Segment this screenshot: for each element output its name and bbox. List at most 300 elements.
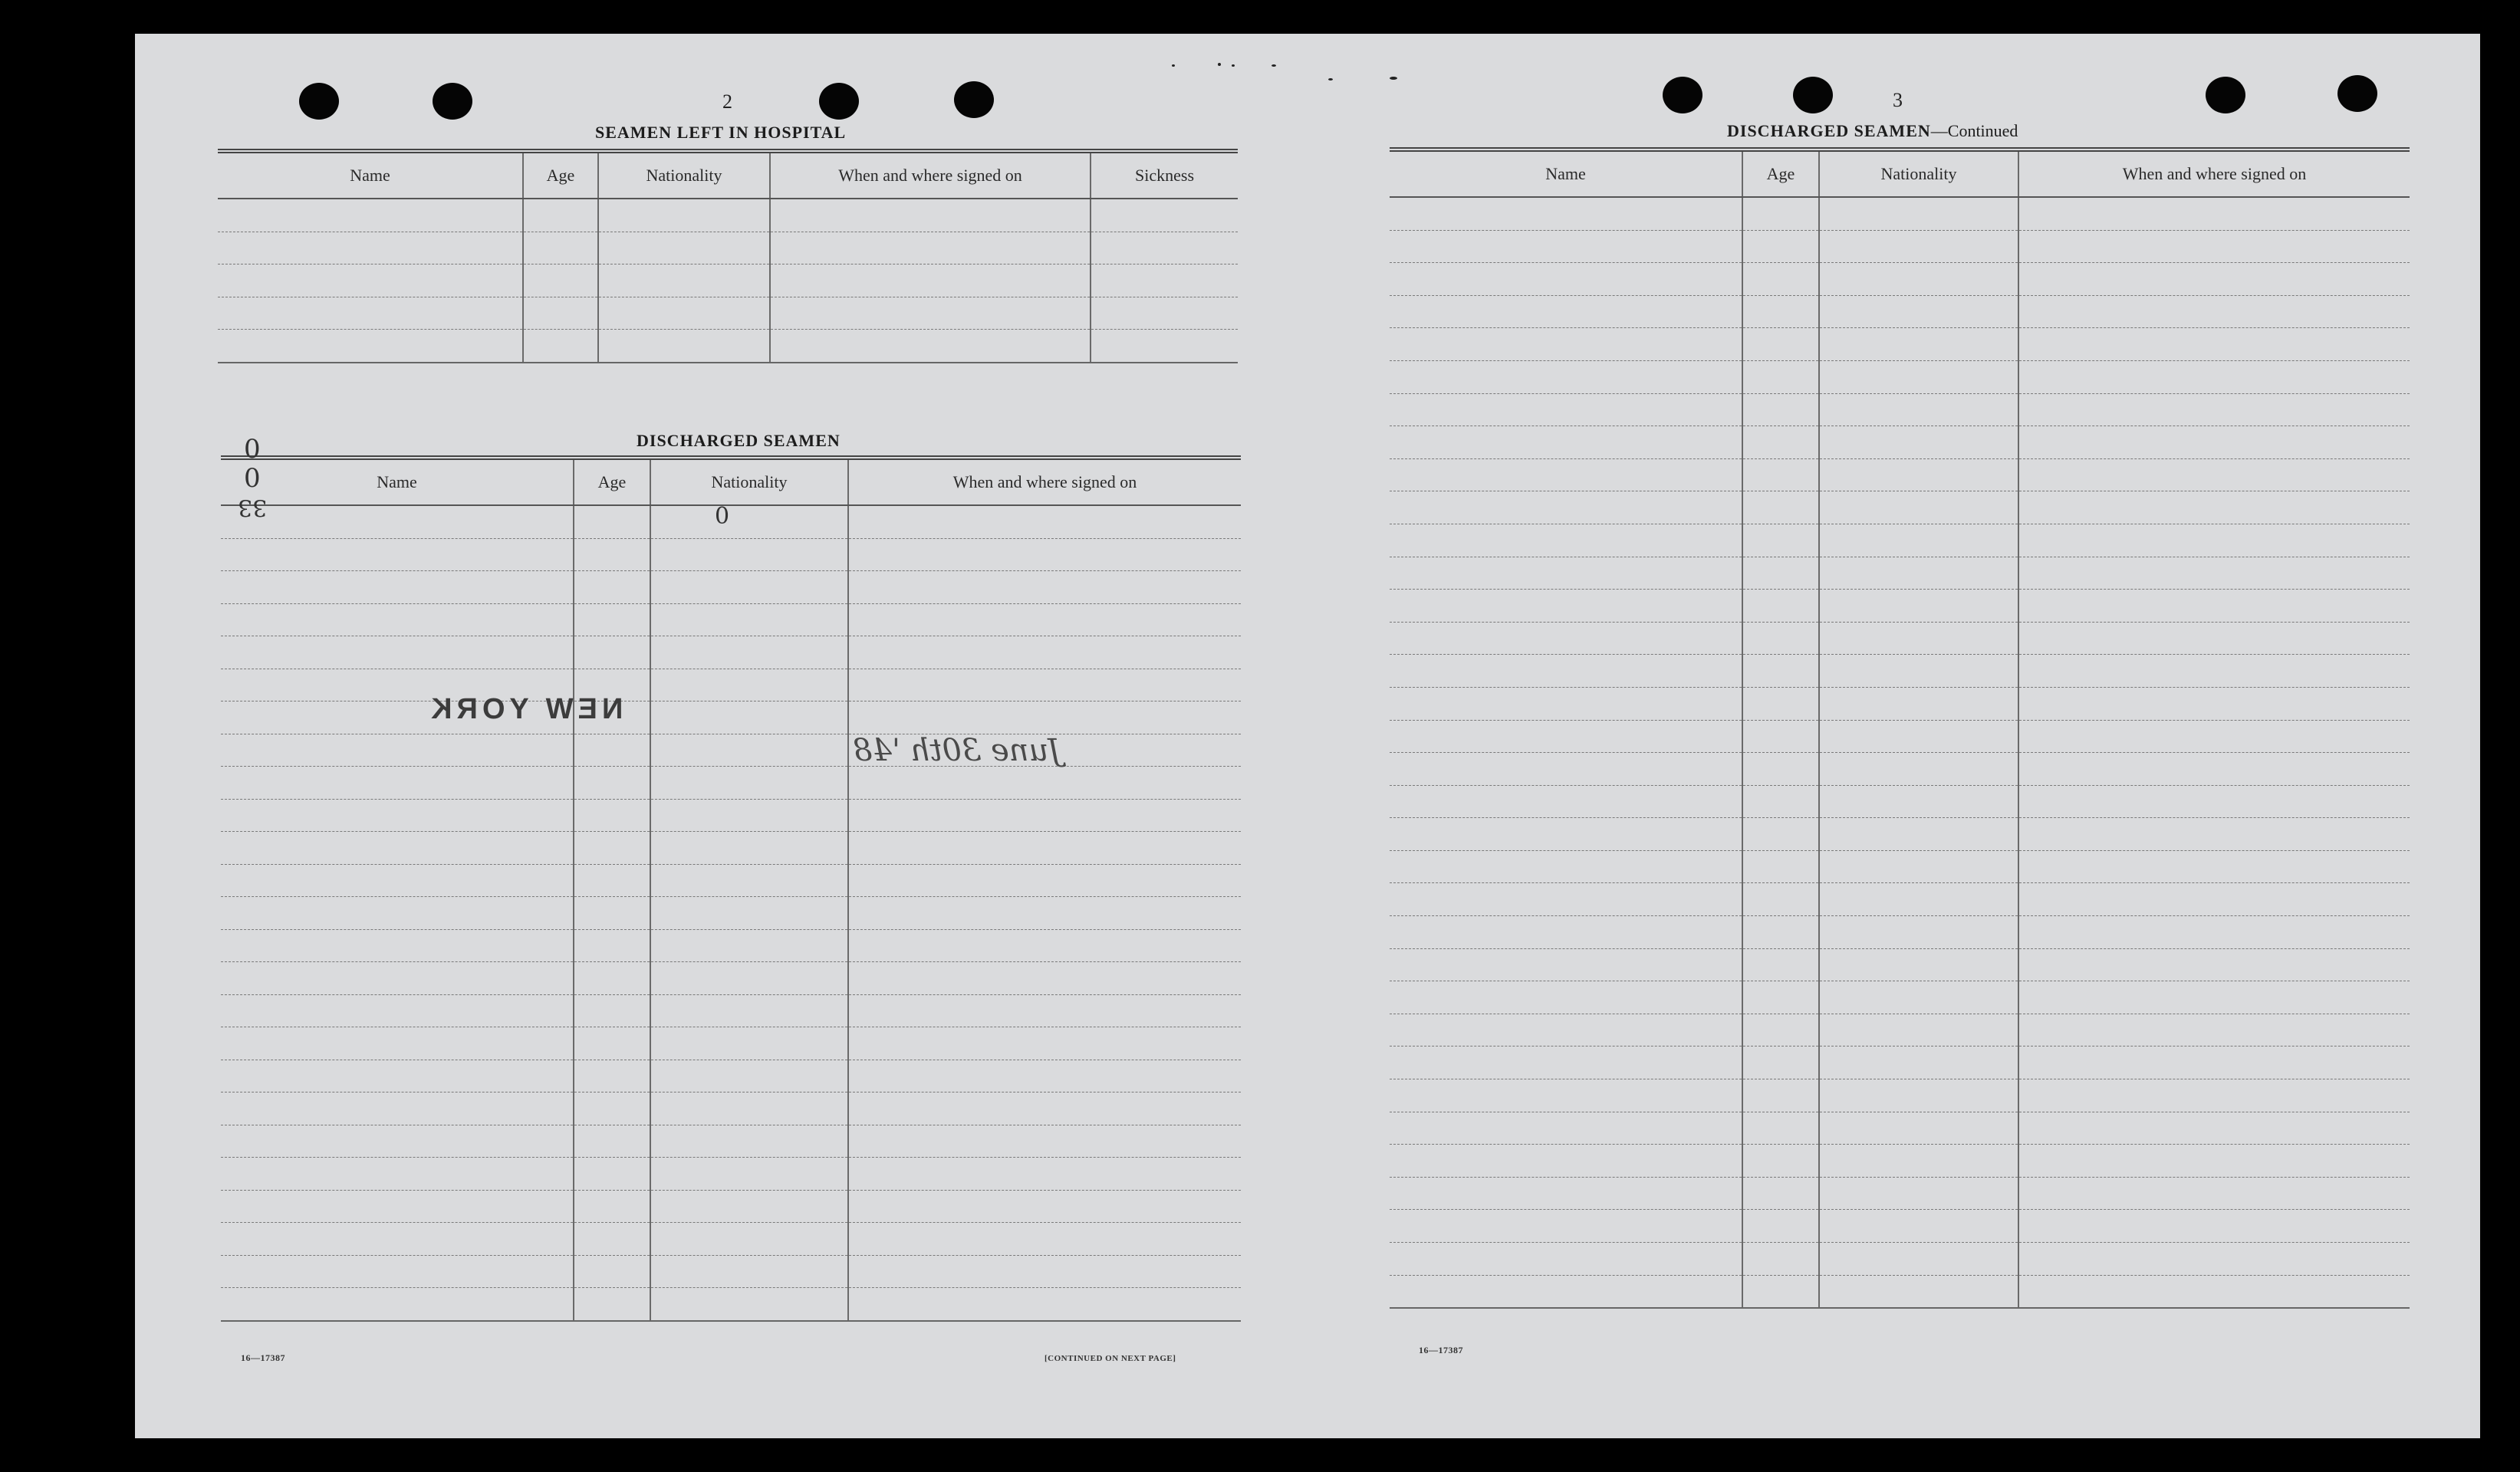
table-cell[interactable]	[2018, 328, 2410, 361]
table-cell[interactable]	[221, 538, 574, 571]
table-cell[interactable]	[218, 232, 523, 264]
table-cell[interactable]	[221, 799, 574, 832]
table-cell[interactable]	[1819, 360, 2018, 393]
table-cell[interactable]	[221, 767, 574, 800]
table-cell[interactable]	[221, 897, 574, 930]
table-cell[interactable]	[650, 603, 848, 636]
table-cell[interactable]	[848, 897, 1241, 930]
table-cell[interactable]	[1819, 916, 2018, 949]
table-cell[interactable]	[1742, 916, 1819, 949]
table-cell[interactable]	[221, 962, 574, 995]
table-cell[interactable]	[848, 505, 1241, 538]
table-cell[interactable]	[574, 799, 650, 832]
table-cell[interactable]	[848, 799, 1241, 832]
table-cell[interactable]	[1819, 263, 2018, 296]
table-cell[interactable]	[598, 297, 770, 330]
table-cell[interactable]	[1742, 687, 1819, 720]
column-header-age: Age	[523, 151, 598, 199]
table-cell[interactable]	[1742, 197, 1819, 230]
table-row	[1390, 981, 2410, 1014]
table-cell[interactable]	[218, 264, 523, 297]
table-cell[interactable]	[1742, 328, 1819, 361]
table-cell[interactable]	[650, 864, 848, 897]
table-cell[interactable]	[2018, 491, 2410, 524]
table-cell[interactable]	[221, 1092, 574, 1125]
table-cell[interactable]	[848, 929, 1241, 962]
table-cell[interactable]	[1390, 687, 1742, 720]
table-cell[interactable]	[650, 1060, 848, 1092]
table-row	[1390, 393, 2410, 426]
table-cell[interactable]	[574, 1158, 650, 1191]
table-cell[interactable]	[1742, 491, 1819, 524]
table-cell[interactable]	[1091, 297, 1238, 330]
table-row	[221, 1060, 1241, 1092]
table-cell[interactable]	[1742, 230, 1819, 263]
table-cell[interactable]	[2018, 360, 2410, 393]
table-cell[interactable]	[848, 994, 1241, 1027]
table-cell[interactable]	[574, 603, 650, 636]
table-cell[interactable]	[574, 538, 650, 571]
table-cell[interactable]	[1819, 883, 2018, 916]
discharged-table-header	[221, 458, 1241, 505]
table-cell[interactable]	[1742, 1177, 1819, 1210]
table-cell[interactable]	[2018, 687, 2410, 720]
table-row	[221, 1027, 1241, 1060]
table-row	[1390, 360, 2410, 393]
table-cell[interactable]	[1742, 1079, 1819, 1112]
table-cell[interactable]	[574, 1255, 650, 1288]
margin-mark: 0	[715, 503, 730, 530]
table-cell[interactable]	[650, 799, 848, 832]
table-cell[interactable]	[1819, 1014, 2018, 1046]
table-cell[interactable]	[848, 832, 1241, 865]
table-cell[interactable]	[221, 929, 574, 962]
table-cell[interactable]	[574, 767, 650, 800]
table-cell[interactable]	[1742, 818, 1819, 851]
table-row	[221, 538, 1241, 571]
table-cell[interactable]	[1819, 687, 2018, 720]
table-cell[interactable]	[2018, 230, 2410, 263]
table-cell[interactable]	[1819, 328, 2018, 361]
table-cell[interactable]	[1390, 720, 1742, 753]
table-cell[interactable]	[221, 1223, 574, 1256]
table-cell[interactable]	[2018, 1046, 2410, 1079]
table-cell[interactable]	[2018, 1177, 2410, 1210]
table-cell[interactable]	[848, 1158, 1241, 1191]
table-row	[221, 1092, 1241, 1125]
table-cell[interactable]	[1819, 720, 2018, 753]
table-cell[interactable]	[574, 636, 650, 669]
table-cell[interactable]	[1390, 655, 1742, 688]
table-cell[interactable]	[574, 1223, 650, 1256]
title-continued: —Continued	[1930, 121, 2018, 140]
table-cell[interactable]	[2018, 393, 2410, 426]
table-cell[interactable]	[598, 264, 770, 297]
table-cell[interactable]	[1390, 197, 1742, 230]
table-cell[interactable]	[770, 199, 1091, 232]
table-cell[interactable]	[1819, 230, 2018, 263]
table-cell[interactable]	[2018, 785, 2410, 818]
table-cell[interactable]	[574, 505, 650, 538]
table-cell[interactable]	[221, 1060, 574, 1092]
table-cell[interactable]	[848, 636, 1241, 669]
discharged-section-title: DISCHARGED SEAMEN	[637, 431, 841, 450]
table-cell[interactable]	[1742, 1210, 1819, 1243]
table-cell[interactable]	[1742, 1275, 1819, 1308]
table-cell[interactable]	[650, 702, 848, 734]
table-cell[interactable]	[1819, 1145, 2018, 1178]
table-cell[interactable]	[1819, 557, 2018, 590]
table-row	[221, 832, 1241, 865]
table-cell[interactable]	[2018, 197, 2410, 230]
table-cell[interactable]	[650, 767, 848, 800]
table-cell[interactable]	[650, 1190, 848, 1223]
table-cell[interactable]	[1819, 785, 2018, 818]
table-cell[interactable]	[2018, 1145, 2410, 1178]
discharged-continued-title	[1727, 121, 2018, 141]
table-cell[interactable]	[1819, 295, 2018, 328]
table-cell[interactable]	[650, 571, 848, 604]
table-cell[interactable]	[1390, 458, 1742, 491]
table-cell[interactable]	[1390, 491, 1742, 524]
table-cell[interactable]	[650, 994, 848, 1027]
table-cell[interactable]	[218, 297, 523, 330]
table-row	[1390, 1275, 2410, 1308]
table-cell[interactable]	[1819, 1243, 2018, 1276]
table-cell[interactable]	[770, 264, 1091, 297]
table-cell[interactable]	[650, 1125, 848, 1158]
table-cell[interactable]	[1819, 524, 2018, 557]
table-row	[1390, 1079, 2410, 1112]
table-cell[interactable]	[221, 864, 574, 897]
table-cell[interactable]	[1390, 1275, 1742, 1308]
table-cell[interactable]	[1091, 264, 1238, 297]
table-cell[interactable]	[1742, 622, 1819, 655]
table-cell[interactable]	[1819, 458, 2018, 491]
table-cell[interactable]	[650, 929, 848, 962]
table-cell[interactable]	[574, 1190, 650, 1223]
table-cell[interactable]	[2018, 263, 2410, 296]
table-cell[interactable]	[1819, 622, 2018, 655]
table-cell[interactable]	[1091, 330, 1238, 363]
table-cell[interactable]	[2018, 557, 2410, 590]
table-cell[interactable]	[1742, 1014, 1819, 1046]
table-cell[interactable]	[2018, 1079, 2410, 1112]
speck	[1172, 64, 1175, 67]
table-cell[interactable]	[2018, 948, 2410, 981]
table-cell[interactable]	[221, 636, 574, 669]
table-cell[interactable]	[2018, 590, 2410, 623]
table-cell[interactable]	[1742, 426, 1819, 459]
table-cell[interactable]	[2018, 883, 2410, 916]
table-cell[interactable]	[1819, 850, 2018, 883]
table-cell[interactable]	[1819, 1210, 2018, 1243]
table-cell[interactable]	[2018, 524, 2410, 557]
table-cell[interactable]	[2018, 295, 2410, 328]
table-cell[interactable]	[221, 571, 574, 604]
table-cell[interactable]	[574, 1060, 650, 1092]
table-cell[interactable]	[650, 669, 848, 702]
table-cell[interactable]	[650, 1255, 848, 1288]
table-cell[interactable]	[574, 571, 650, 604]
table-cell[interactable]	[2018, 850, 2410, 883]
table-cell[interactable]	[1390, 524, 1742, 557]
table-row	[1390, 655, 2410, 688]
table-cell[interactable]	[1742, 360, 1819, 393]
table-cell[interactable]	[848, 1255, 1241, 1288]
table-cell[interactable]	[1390, 1079, 1742, 1112]
table-cell[interactable]	[574, 734, 650, 767]
table-cell[interactable]	[221, 1125, 574, 1158]
table-cell[interactable]	[650, 1223, 848, 1256]
table-cell[interactable]	[523, 330, 598, 363]
table-cell[interactable]	[650, 897, 848, 930]
table-cell[interactable]	[848, 1223, 1241, 1256]
table-cell[interactable]	[523, 297, 598, 330]
table-cell[interactable]	[1390, 557, 1742, 590]
table-cell[interactable]	[1390, 883, 1742, 916]
table-cell[interactable]	[1390, 1014, 1742, 1046]
table-cell[interactable]	[2018, 720, 2410, 753]
table-cell[interactable]	[1390, 753, 1742, 786]
table-cell[interactable]	[2018, 655, 2410, 688]
table-cell[interactable]	[1819, 818, 2018, 851]
table-cell[interactable]	[1819, 1112, 2018, 1145]
table-row	[1390, 328, 2410, 361]
table-cell[interactable]	[650, 1158, 848, 1191]
column-header-signed-on: When and where signed on	[770, 151, 1091, 199]
table-cell[interactable]	[848, 767, 1241, 800]
table-cell[interactable]	[650, 538, 848, 571]
table-cell[interactable]	[2018, 1014, 2410, 1046]
table-cell[interactable]	[574, 1092, 650, 1125]
table-row	[1390, 850, 2410, 883]
table-cell[interactable]	[2018, 458, 2410, 491]
table-cell[interactable]	[1742, 785, 1819, 818]
table-cell[interactable]	[1742, 590, 1819, 623]
table-cell[interactable]	[2018, 1210, 2410, 1243]
table-cell[interactable]	[598, 232, 770, 264]
table-cell[interactable]	[1819, 491, 2018, 524]
table-cell[interactable]	[1819, 426, 2018, 459]
table-cell[interactable]	[1742, 720, 1819, 753]
table-cell[interactable]	[221, 1027, 574, 1060]
table-row	[1390, 785, 2410, 818]
table-cell[interactable]	[574, 994, 650, 1027]
table-cell[interactable]	[848, 1190, 1241, 1223]
table-cell[interactable]	[1390, 1210, 1742, 1243]
table-cell[interactable]	[1742, 393, 1819, 426]
table-cell[interactable]	[221, 603, 574, 636]
punch-hole	[2206, 77, 2245, 113]
table-cell[interactable]	[650, 832, 848, 865]
margin-mark: 0	[244, 434, 261, 465]
table-cell[interactable]	[574, 929, 650, 962]
table-cell[interactable]	[1819, 1046, 2018, 1079]
table-cell[interactable]	[1742, 753, 1819, 786]
table-cell[interactable]	[848, 1092, 1241, 1125]
table-cell[interactable]	[1390, 850, 1742, 883]
table-cell[interactable]	[2018, 1112, 2410, 1145]
table-row	[1390, 916, 2410, 949]
table-cell[interactable]	[1819, 590, 2018, 623]
table-row	[1390, 1145, 2410, 1178]
table-cell[interactable]	[1742, 1243, 1819, 1276]
table-cell[interactable]	[1819, 1079, 2018, 1112]
table-cell[interactable]	[2018, 622, 2410, 655]
table-cell[interactable]	[1390, 295, 1742, 328]
table-cell[interactable]	[1091, 232, 1238, 264]
table-cell[interactable]	[1390, 426, 1742, 459]
document-sheet	[135, 34, 2480, 1438]
table-cell[interactable]	[1742, 295, 1819, 328]
table-cell[interactable]	[574, 832, 650, 865]
table-cell[interactable]	[1819, 753, 2018, 786]
table-cell[interactable]	[1742, 1046, 1819, 1079]
table-row	[221, 1288, 1241, 1321]
table-cell[interactable]	[523, 232, 598, 264]
table-cell[interactable]	[523, 199, 598, 232]
table-cell[interactable]	[848, 669, 1241, 702]
column-header-age: Age	[1742, 150, 1819, 197]
table-cell[interactable]	[221, 832, 574, 865]
table-cell[interactable]	[2018, 981, 2410, 1014]
punch-hole	[954, 81, 994, 118]
table-cell[interactable]	[848, 1125, 1241, 1158]
table-cell[interactable]	[2018, 916, 2410, 949]
table-cell[interactable]	[1819, 393, 2018, 426]
table-cell[interactable]	[650, 734, 848, 767]
table-cell[interactable]	[221, 1158, 574, 1191]
table-row	[1390, 948, 2410, 981]
table-cell[interactable]	[1742, 850, 1819, 883]
table-cell[interactable]	[1742, 263, 1819, 296]
table-cell[interactable]	[1390, 230, 1742, 263]
table-cell[interactable]	[2018, 426, 2410, 459]
table-cell[interactable]	[1742, 1145, 1819, 1178]
table-cell[interactable]	[1390, 785, 1742, 818]
table-cell[interactable]	[848, 702, 1241, 734]
table-cell[interactable]	[770, 330, 1091, 363]
table-cell[interactable]	[848, 962, 1241, 995]
table-cell[interactable]	[574, 1125, 650, 1158]
table-cell[interactable]	[221, 1255, 574, 1288]
table-cell[interactable]	[1390, 328, 1742, 361]
table-cell[interactable]	[1091, 199, 1238, 232]
table-cell[interactable]	[574, 962, 650, 995]
table-row	[218, 297, 1238, 330]
table-cell[interactable]	[1390, 818, 1742, 851]
table-cell[interactable]	[650, 1288, 848, 1321]
table-cell[interactable]	[1819, 948, 2018, 981]
table-cell[interactable]	[221, 1288, 574, 1321]
table-cell[interactable]	[1390, 948, 1742, 981]
table-cell[interactable]	[1390, 263, 1742, 296]
table-cell[interactable]	[848, 538, 1241, 571]
hospital-section-title: SEAMEN LEFT IN HOSPITAL	[595, 123, 847, 142]
table-cell[interactable]	[1390, 1112, 1742, 1145]
table-cell[interactable]	[221, 994, 574, 1027]
table-row	[218, 199, 1238, 232]
table-cell[interactable]	[1390, 622, 1742, 655]
table-cell[interactable]	[1742, 948, 1819, 981]
table-cell[interactable]	[1819, 655, 2018, 688]
table-cell[interactable]	[2018, 1275, 2410, 1308]
table-row	[1390, 491, 2410, 524]
table-cell[interactable]	[574, 864, 650, 897]
table-cell[interactable]	[2018, 818, 2410, 851]
table-cell[interactable]	[848, 1027, 1241, 1060]
table-cell[interactable]	[221, 734, 574, 767]
table-cell[interactable]	[848, 571, 1241, 604]
table-cell[interactable]	[218, 199, 523, 232]
table-cell[interactable]	[848, 1060, 1241, 1092]
stamp-bleed-through: NEW YORK	[426, 693, 623, 725]
form-number-left: 16—17387	[241, 1352, 285, 1363]
table-cell[interactable]	[1390, 360, 1742, 393]
table-cell[interactable]	[1390, 393, 1742, 426]
table-cell[interactable]	[221, 505, 574, 538]
table-cell[interactable]	[1742, 883, 1819, 916]
table-row	[218, 330, 1238, 363]
table-cell[interactable]	[2018, 1243, 2410, 1276]
table-cell[interactable]	[1819, 197, 2018, 230]
table-cell[interactable]	[1390, 1145, 1742, 1178]
handwriting-bleed-through: June 30th '48	[853, 733, 1061, 768]
table-cell[interactable]	[1390, 590, 1742, 623]
table-cell[interactable]	[523, 264, 598, 297]
table-cell[interactable]	[221, 1190, 574, 1223]
table-cell[interactable]	[1819, 1177, 2018, 1210]
table-row	[221, 571, 1241, 604]
table-cell[interactable]	[1819, 981, 2018, 1014]
table-cell[interactable]	[598, 330, 770, 363]
table-cell[interactable]	[1390, 1177, 1742, 1210]
table-cell[interactable]	[574, 1288, 650, 1321]
table-cell[interactable]	[218, 330, 523, 363]
table-cell[interactable]	[650, 505, 848, 538]
table-cell[interactable]	[1742, 655, 1819, 688]
table-cell[interactable]	[1742, 557, 1819, 590]
table-cell[interactable]	[1742, 1112, 1819, 1145]
speck	[1232, 64, 1235, 67]
table-cell[interactable]	[1742, 981, 1819, 1014]
column-header-name: Name	[218, 151, 523, 199]
table-cell[interactable]	[1390, 981, 1742, 1014]
table-cell[interactable]	[1390, 1243, 1742, 1276]
table-cell[interactable]	[770, 297, 1091, 330]
table-cell[interactable]	[848, 1288, 1241, 1321]
table-cell[interactable]	[650, 636, 848, 669]
table-cell[interactable]	[1819, 1275, 2018, 1308]
table-cell[interactable]	[598, 199, 770, 232]
table-cell[interactable]	[1742, 458, 1819, 491]
table-cell[interactable]	[650, 1027, 848, 1060]
margin-mark: 0	[244, 463, 261, 494]
table-cell[interactable]	[848, 603, 1241, 636]
table-cell[interactable]	[650, 962, 848, 995]
table-cell[interactable]	[770, 232, 1091, 264]
punch-hole	[299, 83, 339, 120]
table-cell[interactable]	[848, 864, 1241, 897]
table-cell[interactable]	[574, 897, 650, 930]
table-cell[interactable]	[1390, 916, 1742, 949]
table-cell[interactable]	[1742, 524, 1819, 557]
table-cell[interactable]	[1390, 1046, 1742, 1079]
table-cell[interactable]	[650, 1092, 848, 1125]
table-cell[interactable]	[2018, 753, 2410, 786]
table-cell[interactable]	[574, 1027, 650, 1060]
